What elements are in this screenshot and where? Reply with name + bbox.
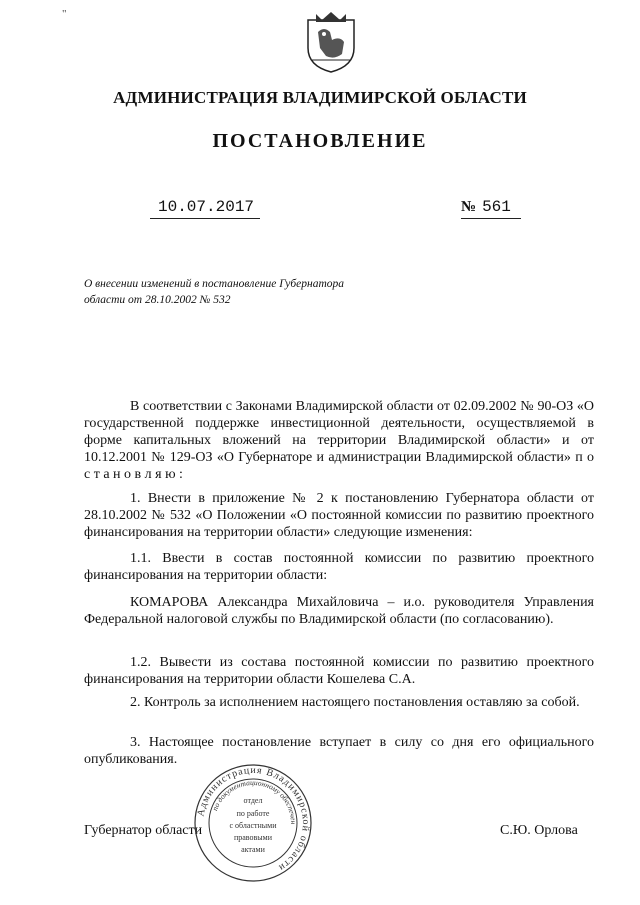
paragraph-appointee: КОМАРОВА Александра Михайловича – и.о. руководителя Управления Федеральной налоговой службы по Владимирской области (по согласованию).	[84, 595, 594, 627]
org-name: АДМИНИСТРАЦИЯ ВЛАДИМИРСКОЙ ОБЛАСТИ	[113, 88, 527, 107]
stamp-line-4: правовыми	[233, 833, 273, 842]
paragraph-3: 3. Настоящее постановление вступает в силу со дня его официального опубликования.	[84, 735, 594, 767]
paragraph-1-1: 1.1. Ввести в состав постоянной комиссии по развитию проектного финансирования на территории области:	[84, 551, 594, 583]
paragraph-2: 2. Контроль за исполнением настоящего постановления оставляю за собой.	[130, 695, 580, 710]
stamp-outer-text: Администрация Владимирской области	[195, 764, 312, 874]
subject-line: О внесении изменений в постановление Губернатора области от 28.10.2002 № 532	[84, 278, 345, 306]
number-label: №	[461, 199, 477, 215]
document-type: ПОСТАНОВЛЕНИЕ	[212, 130, 428, 152]
number-field	[461, 198, 521, 219]
signature-name: С.Ю. Орлова	[500, 823, 578, 838]
paragraph-preamble: В соответствии с Законами Владимирской области от 02.09.2002 № 90-ОЗ «О государственной поддержке инвестиционной деятельности, осуществляемой в форме капитальных вложений на территории Владимирской области» и от 10.12.2001 № 129-ОЗ «О Губернаторе и администрации Владимирской области» п о с т а н о в л я ю :	[84, 399, 594, 482]
stamp-inner-ring: по документационному обеспечен	[210, 777, 299, 825]
paragraph-1: 1. Внести в приложение № 2 к постановлению Губернатора области от 28.10.2002 № 532 «О Положении «О постоянной комиссии по развитию проектного финансирования на территории области» следующие изменения:	[84, 491, 594, 540]
corner-mark: "	[62, 8, 67, 20]
number-value: 561	[482, 198, 511, 216]
paragraph-1-2: 1.2. Вывести из состава постоянной комиссии по развитию проектного финансирования на территории области Кошелева С.А.	[84, 655, 594, 687]
stamp-line-3: с областными	[229, 821, 277, 830]
signature-position: Губернатор области	[84, 823, 203, 838]
official-stamp	[192, 762, 314, 884]
date-value: 10.07.2017	[158, 198, 255, 216]
stamp-line-1: отдел	[243, 796, 263, 805]
coat-of-arms-icon	[302, 10, 360, 74]
date-field	[150, 198, 260, 219]
stamp-line-2: по работе	[236, 809, 270, 818]
stamp-line-5: актами	[241, 845, 265, 854]
